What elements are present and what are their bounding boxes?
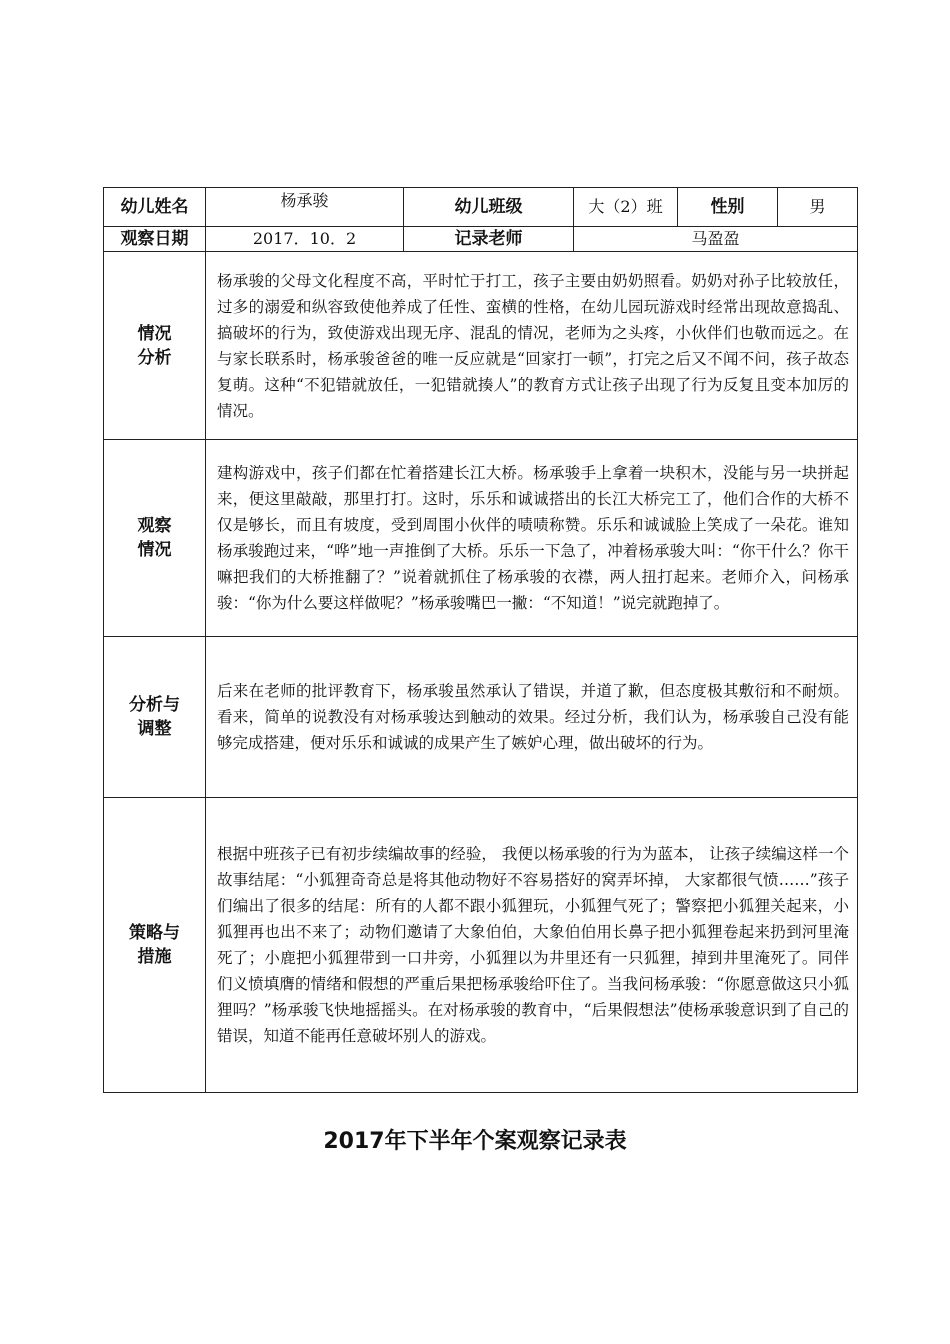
date-value: 2017．10．2 xyxy=(206,227,404,252)
teacher-value: 马盈盈 xyxy=(574,227,858,252)
gender-value: 男 xyxy=(778,188,858,227)
strategy-measures-label: 策略与 措施 xyxy=(104,798,206,1093)
observation-label: 观察 情况 xyxy=(104,440,206,637)
analysis-adjustment-label: 分析与 调整 xyxy=(104,637,206,798)
date-label: 观察日期 xyxy=(104,227,206,252)
analysis-adjustment-text: 后来在老师的批评教育下，杨承骏虽然承认了错误，并道了歉，但态度极其敷衍和不耐烦。看来，简单的说教没有对杨承骏达到触动的效果。经过分析，我们认为，杨承骏自己没有能够完成搭建，便对乐乐和诚诚的成果产生了嫉妒心理，做出破坏的行为。 xyxy=(206,637,858,798)
gender-label: 性别 xyxy=(678,188,778,227)
situation-analysis-text: 杨承骏的父母文化程度不高，平时忙于打工，孩子主要由奶奶照看。奶奶对孙子比较放任，过多的溺爱和纵容致使他养成了任性、蛮横的性格，在幼儿园玩游戏时经常出现故意捣乱、搞破坏的行为，致使游戏出现无序、混乱的情况，老师为之头疼，小伙伴们也敬而远之。在与家长联系时，杨承骏爸爸的唯一反应就是“回家打一顿”，打完之后又不闻不问，孩子故态复萌。这种“不犯错就放任，一犯错就揍人”的教育方式让孩子出现了行为反复且变本加厉的情况。 xyxy=(206,252,858,440)
header-row-2 xyxy=(104,227,858,252)
strategy-measures-text: 根据中班孩子已有初步续编故事的经验， 我便以杨承骏的行为为蓝本， 让孩子续编这样一个故事结尾：“小狐狸奇奇总是将其他动物好不容易搭好的窝弄坏掉， 大家都很气愤……”孩子们编出了很多的结尾：所有的人都不跟小狐狸玩，小狐狸气死了；警察把小狐狸关起来，小狐狸再也出不来了；动物们邀请了大象伯伯，大象伯伯用长鼻子把小狐狸卷起来扔到河里淹死了；小鹿把小狐狸带到一口井旁，小狐狸以为井里还有一只狐狸，掉到井里淹死了。同伴们义愤填膺的情绪和假想的严重后果把杨承骏给吓住了。当我问杨承骏：“你愿意做这只小狐狸吗？”杨承骏飞快地摇摇头。在对杨承骏的教育中，“后果假想法”使杨承骏意识到了自己的错误，知道不能再任意破坏别人的游戏。 xyxy=(206,798,858,1093)
observation-text: 建构游戏中，孩子们都在忙着搭建长江大桥。杨承骏手上拿着一块积木，没能与另一块拼起来，便这里敲敲，那里打打。这时，乐乐和诚诚搭出的长江大桥完工了，他们合作的大桥不仅是够长，而且有坡度，受到周围小伙伴的啧啧称赞。乐乐和诚诚脸上笑成了一朵花。谁知杨承骏跑过来，“哗”地一声推倒了大桥。乐乐一下急了，冲着杨承骏大叫：“你干什么？你干嘛把我们的大桥推翻了？”说着就抓住了杨承骏的衣襟，两人扭打起来。老师介入，问杨承骏：“你为什么要这样做呢？”杨承骏嘴巴一撇：“不知道！”说完就跑掉了。 xyxy=(206,440,858,637)
section-observation-row xyxy=(104,440,858,637)
teacher-label: 记录老师 xyxy=(404,227,574,252)
situation-analysis-label: 情况 分析 xyxy=(104,252,206,440)
class-value: 大（2）班 xyxy=(574,188,678,227)
section-situation-row xyxy=(104,252,858,440)
name-value: 杨承骏 xyxy=(206,188,404,227)
header-row-1 xyxy=(104,188,858,227)
name-label: 幼儿姓名 xyxy=(104,188,206,227)
document-title: 2017年下半年个案观察记录表 xyxy=(323,1129,627,1154)
observation-record-table xyxy=(103,187,858,1093)
section-strategy-row xyxy=(104,798,858,1093)
section-adjustment-row xyxy=(104,637,858,798)
class-label: 幼儿班级 xyxy=(404,188,574,227)
